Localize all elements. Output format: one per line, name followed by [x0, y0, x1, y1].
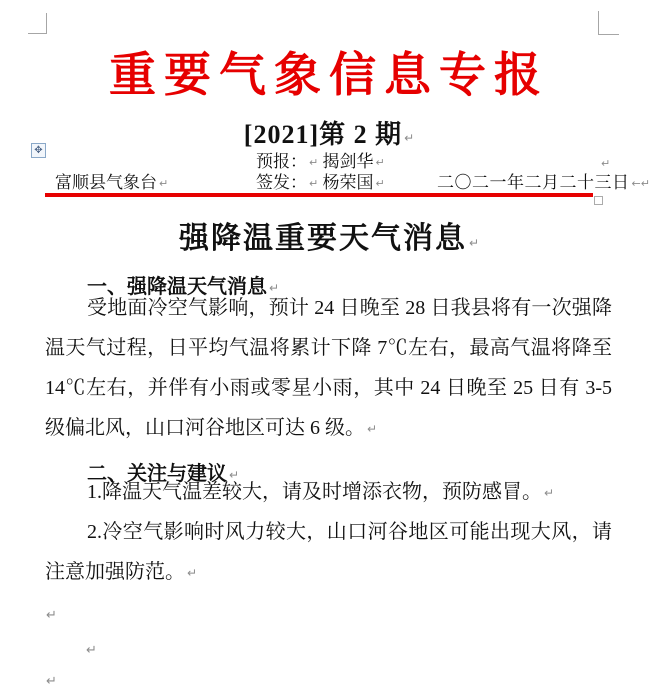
line-break-mark-icon: ←↵	[631, 177, 650, 190]
paragraph-mark-icon: ↵	[404, 131, 415, 145]
section-2-item-1	[45, 472, 612, 513]
issue-number-text: [2021]第 2 期	[243, 120, 403, 149]
cell-mark-icon: ↵	[309, 177, 319, 190]
red-separator-line	[45, 193, 593, 197]
empty-paragraph-mark-icon: ↵	[86, 643, 97, 658]
empty-paragraph-mark-icon: ↵	[46, 674, 57, 689]
cell-mark-icon: ↵	[375, 156, 385, 169]
issue-number-line	[0, 114, 658, 151]
section-1-paragraph-text: 受地面冷空气影响，预计 24 日晚至 28 日我县将有一次强降温天气过程，日平均气温将累计下降 7℃左右，最高气温将降至 14℃左右，并伴有小雨或零星小雨，其中 24 日晚至 25 日有 3-5 级偏北风，山口河谷地区可达 6 级。	[45, 297, 612, 439]
empty-paragraph-mark-icon: ↵	[46, 608, 57, 623]
issuer-label: 签发：	[256, 173, 307, 192]
cell-mark-icon: ↵	[309, 156, 319, 169]
page-margin-corner-top-right-icon	[598, 11, 619, 35]
table-resize-handle[interactable]	[594, 196, 603, 205]
paragraph-mark-icon: ↵	[229, 468, 240, 482]
paragraph-mark-icon: ↵	[269, 281, 280, 295]
paragraph-mark-icon: ↵	[468, 236, 480, 250]
paragraph-mark-icon: ↵	[367, 422, 378, 436]
section-2-heading-text: 二、关注与建议	[87, 463, 227, 485]
section-2-item-1-text: 1.降温天气温差较大，请及时增添衣物，预防感冒。	[87, 481, 542, 503]
header-date-cell	[437, 173, 650, 193]
cell-mark-icon: ↵	[159, 177, 169, 190]
section-1-heading-text: 一、强降温天气消息	[87, 276, 267, 298]
paragraph-mark-icon: ↵	[544, 486, 555, 500]
section-2-item-2-text: 2.冷空气影响时风力较大，山口河谷地区可能出现大风，请注意加强防范。	[45, 521, 612, 583]
forecaster-name: 揭剑华	[322, 152, 374, 171]
section-2-item-2	[45, 512, 612, 593]
paragraph-mark-icon: ↵	[187, 566, 198, 580]
masthead-title: 重要气象信息专报	[109, 50, 549, 102]
forecast-label: 预报：	[256, 152, 307, 171]
header-forecast-cell	[256, 152, 385, 172]
document-title-text: 强降温重要天气消息	[178, 222, 467, 255]
office-name: 富顺县气象台	[55, 173, 157, 192]
document-title	[0, 213, 658, 257]
issue-date: 二〇二一年二月二十三日	[437, 173, 630, 192]
table-move-handle-icon[interactable]: ✥	[31, 143, 46, 158]
section-1-paragraph	[45, 288, 612, 449]
row-end-mark-icon: ↵	[601, 157, 611, 170]
issuer-name: 杨荣国	[322, 173, 374, 192]
header-issuer-cell	[256, 173, 385, 193]
cell-mark-icon: ↵	[375, 177, 385, 190]
header-office-cell	[55, 173, 168, 193]
page-margin-corner-top-left-icon	[28, 13, 47, 34]
